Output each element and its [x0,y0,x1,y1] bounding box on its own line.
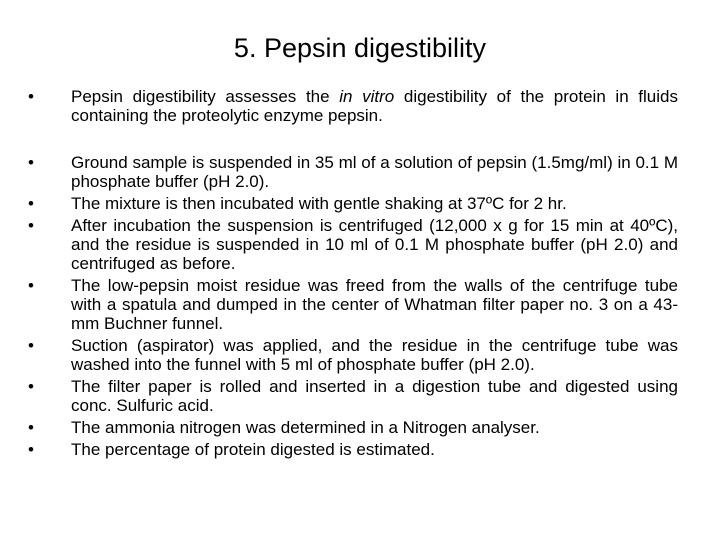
procedure-step [28,440,678,459]
bullet-glyph: • [28,216,34,235]
procedure-step [28,153,678,191]
procedure-step-text: Suction (aspirator) was applied, and the residue in the centrifuge tube was washed into the funnel with 5 ml of phosphate buffer (pH 2.0). [71,336,678,374]
procedure-step [28,418,678,437]
procedure-step-text: The mixture is then incubated with gentle shaking at 37ºC for 2 hr. [71,194,567,213]
procedure-step-text: After incubation the suspension is centrifuged (12,000 x g for 15 min at 40ºC), and the residue is suspended in 10 ml of 0.1 M phosphate buffer (pH 2.0) and centrifuged as before. [71,216,678,273]
procedure-step-text: The low-pepsin moist residue was freed from the walls of the centrifuge tube with a spatula and dumped in the center of Whatman filter paper no. 3 on a 43-mm Buchner funnel. [71,276,678,333]
bullet-glyph: • [28,194,34,213]
bullet-glyph: • [28,276,34,295]
procedure-step [28,276,678,333]
bullet-glyph: • [28,87,34,106]
bullet-glyph: • [28,336,34,355]
procedure-step [28,377,678,415]
intro-list [28,87,678,128]
bullet-glyph: • [28,440,34,459]
bullet-glyph: • [28,153,34,172]
procedure-steps-list [28,153,678,462]
intro-text-emphasis: in vitro [339,87,395,106]
procedure-step [28,216,678,273]
intro-bullet [28,87,678,125]
bullet-glyph: • [28,377,34,396]
procedure-step [28,194,678,213]
intro-text-start: Pepsin digestibility assesses the [71,87,340,106]
procedure-step-text: The ammonia nitrogen was determined in a Nitrogen analyser. [71,418,540,437]
slide-title: 5. Pepsin digestibility [233,33,487,63]
intro-text-end: digestibility of the protein in fluids containing the proteolytic enzyme pepsin. [71,87,678,125]
procedure-step-text: The percentage of protein digested is estimated. [71,440,435,459]
procedure-step-text: The filter paper is rolled and inserted in a digestion tube and digested using conc. Sulfuric acid. [71,377,678,415]
procedure-step-text: Ground sample is suspended in 35 ml of a solution of pepsin (1.5mg/ml) in 0.1 M phosphate buffer (pH 2.0). [71,153,678,191]
procedure-step [28,336,678,374]
bullet-glyph: • [28,418,34,437]
